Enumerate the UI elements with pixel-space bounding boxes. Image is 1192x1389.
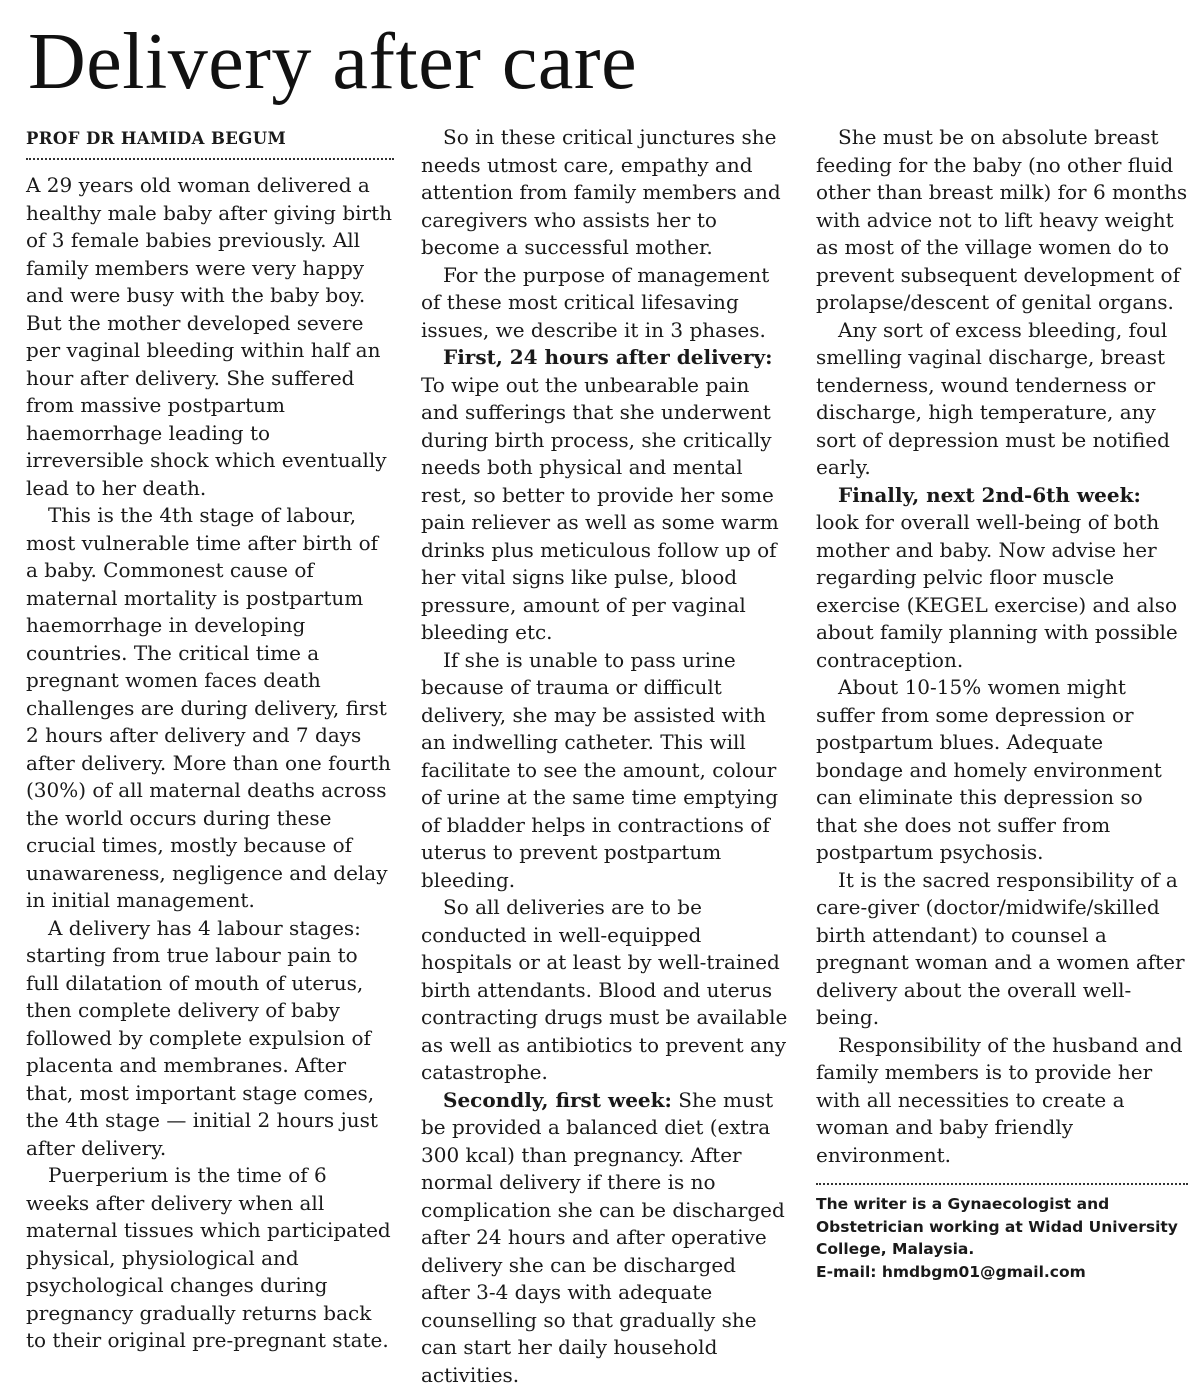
paragraph-text: look for overall well-being of both mother and baby. Now advise her regarding pelvic floor muscle exercise (KEGEL exercise) and also about family planning with possible contraception. <box>816 510 1178 672</box>
byline: PROF DR HAMIDA BEGUM <box>26 124 394 154</box>
divider <box>816 1183 1188 1185</box>
column-1 <box>26 124 394 1355</box>
author-bio: The writer is a Gynaecologist and Obstetrician working at Widad University College, Malaysia. <box>816 1193 1188 1261</box>
divider <box>26 158 394 160</box>
paragraph: Puerperium is the time of 6 weeks after delivery when all maternal tissues which participated physical, physiological and psychological changes during pregnancy gradually returns back to their original pre-pregnant state. <box>26 1162 394 1355</box>
paragraph-text: To wipe out the unbearable pain and sufferings that she underwent during birth process, she critically needs both physical and mental rest, so better to provide her some pain reliever as well as some warm drinks plus meticulous follow up of her vital signs like pulse, blood pressure, amount of per vaginal bleeding etc. <box>421 373 779 645</box>
paragraph: So all deliveries are to be conducted in well-equipped hospitals or at least by well-trained birth attendants. Blood and uterus contracting drugs must be available as well as antibiotics to prevent any catastrophe. <box>421 894 791 1087</box>
column-2 <box>421 124 791 1389</box>
section-lead: Secondly, first week: <box>443 1088 672 1112</box>
headline: Delivery after care <box>28 12 637 112</box>
section-lead: First, 24 hours after delivery: <box>443 345 773 369</box>
paragraph: A delivery has 4 labour stages: starting from true labour pain to full dilatation of mouth of uterus, then complete delivery of baby followed by complete expulsion of placenta and membranes. After that, most important stage comes, the 4th stage — initial 2 hours just after delivery. <box>26 915 394 1163</box>
paragraph: So in these critical junctures she needs utmost care, empathy and attention from family members and caregivers who assists her to become a successful mother. <box>421 124 791 262</box>
column-3 <box>816 124 1188 1283</box>
author-email: E-mail: hmdbgm01@gmail.com <box>816 1261 1188 1284</box>
paragraph: Any sort of excess bleeding, foul smelling vaginal discharge, breast tenderness, wound tenderness or discharge, high temperature, any sort of depression must be notified early. <box>816 317 1188 482</box>
paragraph: It is the sacred responsibility of a care-giver (doctor/midwife/skilled birth attendant) to counsel a pregnant woman and a women after delivery about the overall well-being. <box>816 867 1188 1032</box>
paragraph: A 29 years old woman delivered a healthy male baby after giving birth of 3 female babies previously. All family members were very happy and were busy with the baby boy. But the mother developed severe per vaginal bleeding within half an hour after delivery. She suffered from massive postpartum haemorrhage leading to irreversible shock which eventually lead to her death. <box>26 172 394 502</box>
paragraph: This is the 4th stage of labour, most vulnerable time after birth of a baby. Commonest cause of maternal mortality is postpartum haemorrhage in developing countries. The critical time a pregnant women faces death challenges are during delivery, first 2 hours after delivery and 7 days after delivery. More than one fourth (30%) of all maternal deaths across the world occurs during these crucial times, mostly because of unawareness, negligence and delay in initial management. <box>26 502 394 915</box>
section-lead: Finally, next 2nd-6th week: <box>838 483 1141 507</box>
paragraph: If she is unable to pass urine because of trauma or difficult delivery, she may be assisted with an indwelling catheter. This will facilitate to see the amount, colour of urine at the same time emptying of bladder helps in contractions of uterus to prevent postpartum bleeding. <box>421 647 791 895</box>
paragraph: For the purpose of management of these most critical lifesaving issues, we describe it in 3 phases. <box>421 262 791 345</box>
paragraph <box>421 344 791 647</box>
paragraph: She must be on absolute breast feeding for the baby (no other fluid other than breast milk) for 6 months with advice not to lift heavy weight as most of the village women do to prevent subsequent development of prolapse/descent of genital organs. <box>816 124 1188 317</box>
paragraph <box>421 1087 791 1389</box>
paragraph: About 10-15% women might suffer from some depression or postpartum blues. Adequate bondage and homely environment can eliminate this depression so that she does not suffer from postpartum psychosis. <box>816 674 1188 867</box>
paragraph-text: She must be provided a balanced diet (extra 300 kcal) than pregnancy. After normal delivery if there is no complication she can be discharged after 24 hours and after operative delivery she can be discharged after 3-4 days with adequate counselling so that gradually she can start her daily household activities. <box>421 1088 785 1387</box>
paragraph <box>816 482 1188 675</box>
paragraph: Responsibility of the husband and family members is to provide her with all necessities to create a woman and baby friendly environment. <box>816 1032 1188 1170</box>
